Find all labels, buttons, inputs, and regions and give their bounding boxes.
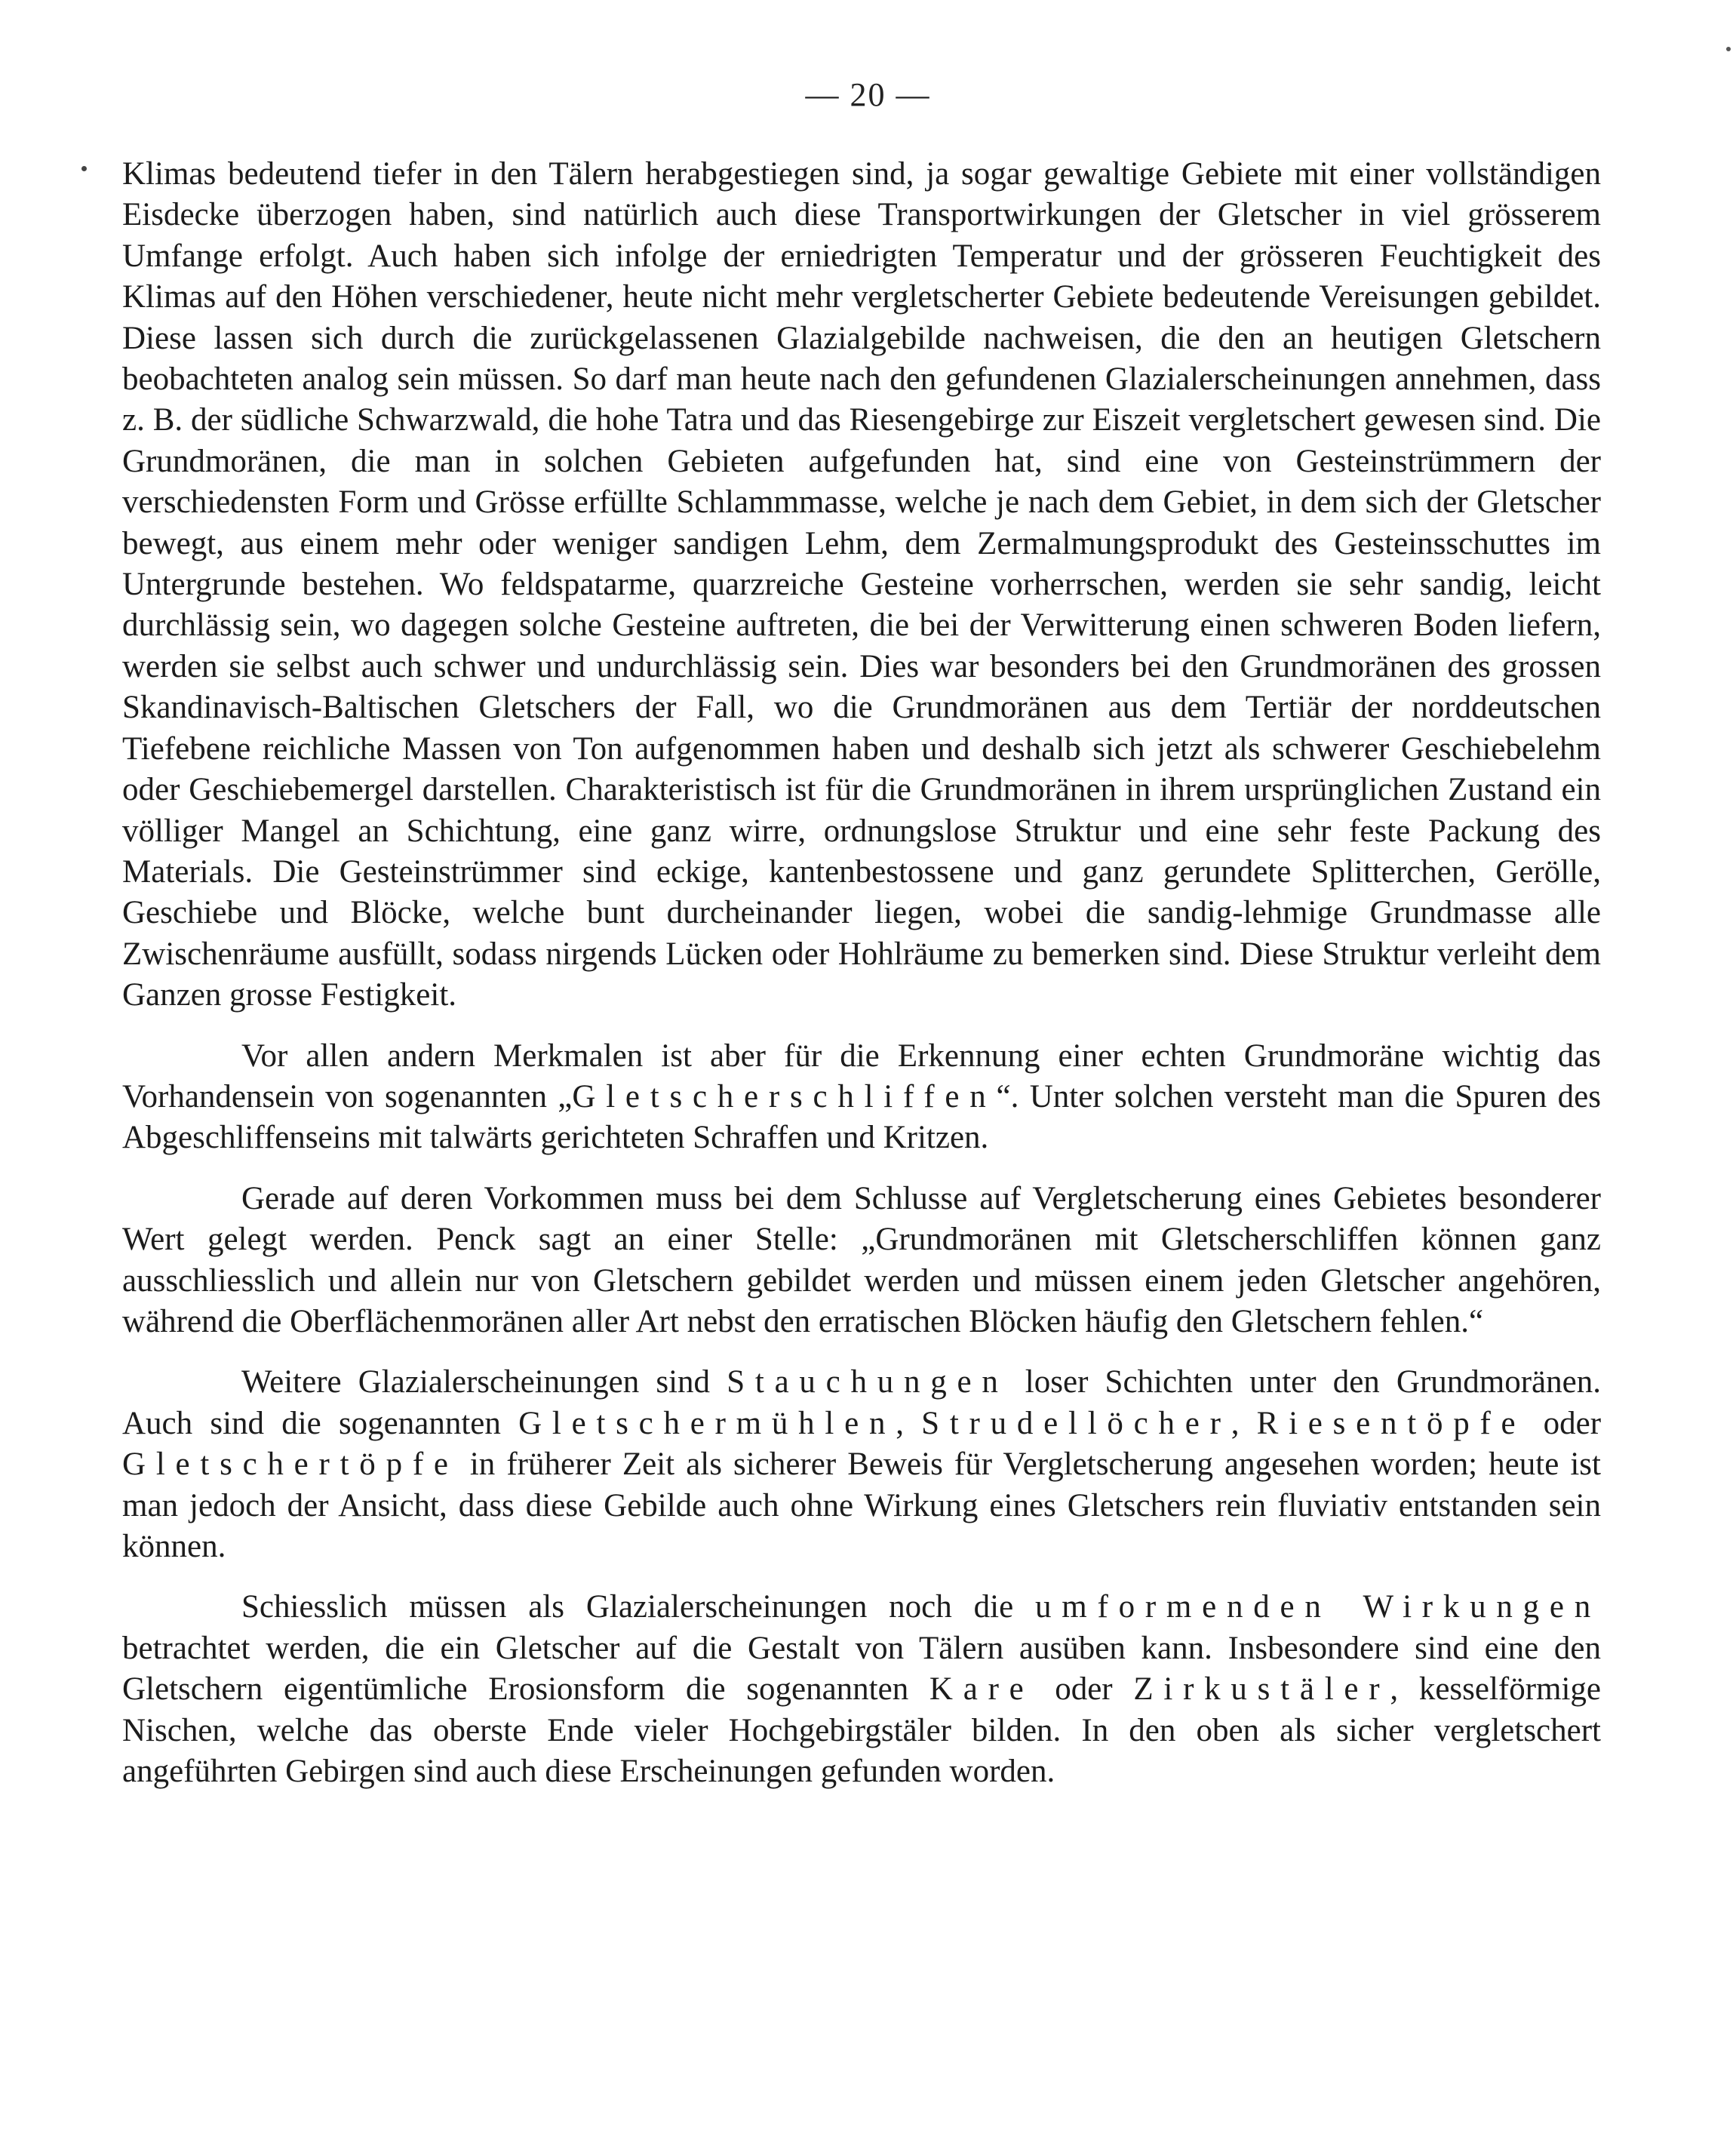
emphasized-term: Gletschertöpfe — [122, 1447, 459, 1483]
emphasized-term: Gletschermühlen — [518, 1405, 896, 1441]
text-run: oder — [1034, 1671, 1134, 1708]
emphasized-term: Riesentöpfe — [1256, 1405, 1526, 1441]
paragraph — [122, 154, 1601, 1016]
emphasized-term: Kare — [929, 1671, 1034, 1708]
margin-dot-mark — [81, 166, 87, 171]
emphasized-term: Zirkustäler — [1133, 1671, 1390, 1708]
emphasized-term: Stauchungen — [727, 1364, 1009, 1400]
text-run: , — [1231, 1405, 1257, 1441]
text-run: “. Unter solchen versteht man die Spuren des Abgeschliffenseins mit talwärts gerichteten Schraffen und Kritzen. — [122, 1078, 1601, 1156]
corner-dot-mark — [1726, 47, 1731, 51]
paragraph — [122, 1179, 1601, 1343]
emphasized-term: Gletscherschliffen — [572, 1078, 997, 1114]
text-run: betrachtet werden, die ein Gletscher auf die Gestalt von Tälern ausüben kann. Insbesondere sind eine den Gletschern eigentümliche Erosionsform die sogenannten — [122, 1630, 1601, 1708]
text-run: in früherer Zeit als sicherer Beweis für Vergletscherung angesehen worden; heute ist man jedoch der Ansicht, dass diese Gebilde auch ohne Wirkung eines Gletschers rein fluviativ entstanden sein können. — [122, 1447, 1601, 1564]
text-run: Vor allen andern Merkmalen ist aber für die Erkennung einer echten Grundmoräne wichtig das Vorhandensein von sogenannten „ — [122, 1038, 1601, 1114]
text-run: Gerade auf deren Vorkommen muss bei dem Schlusse auf Vergletscherung eines Gebietes besonderer Wert gelegt werden. Penck sagt an einer Stelle: „Grundmoränen mit Gletscherschliffen können ganz ausschliesslich und allein nur von Gletschern gebildet werden und müssen einem jeden Gletscher angehören, während die Oberflächenmoränen aller Art nebst den erratischen Blöcken häufig den Gletschern fehlen.“ — [122, 1180, 1601, 1339]
text-run: Klimas bedeutend tiefer in den Tälern herabgestiegen sind, ja sogar gewaltige Gebiete mit einer vollständigen Eisdecke überzogen haben, sind natürlich auch diese Transportwirkungen der Gletscher in viel grösserem Umfange erfolgt. Auch haben sich infolge der erniedrigten Temperatur und der grösseren Feuchtigkeit des Klimas auf den Höhen verschiedener, heute nicht mehr vergletscherter Gebiete bedeutende Vereisungen gebildet. Diese lassen sich durch die zurückgelassenen Glazialgebilde nachweisen, die den an heutigen Gletschern beobachteten analog sein müssen. So darf man heute nach den gefundenen Glazialerscheinungen annehmen, dass z. B. der südliche Schwarzwald, die hohe Tatra und das Riesengebirge zur Eiszeit vergletschert gewesen sind. Die Grundmoränen, die man in solchen Gebieten aufgefunden hat, sind eine von Gesteinstrümmern der verschiedensten Form und Grösse erfüllte Schlammmasse, welche je nach dem Gebiet, in dem sich der Gletscher bewegt, aus einem mehr oder weniger sandigen Lehm, dem Zermalmungsprodukt des Gesteinsschuttes im Untergrunde bestehen. Wo feldspatarme, quarzreiche Gesteine vorherrschen, werden sie sehr sandig, leicht durchlässig sein, wo dagegen solche Gesteine auftreten, die bei der Verwitterung einen schweren Boden liefern, werden sie selbst auch schwer und undurchlässig sein. Dies war besonders bei den Grundmoränen des grossen Skandinavisch-Baltischen Gletschers der Fall, wo die Grundmoränen aus dem Tertiär der norddeutschen Tiefebene reichliche Massen von Ton aufgenommen haben und deshalb sich jetzt als schwerer Geschiebelehm oder Geschiebemergel darstellen. Charakteristisch ist für die Grundmoränen in ihrem ursprünglichen Zustand ein völliger Mangel an Schichtung, eine ganz wirre, ordnungslose Struktur und eine sehr feste Packung des Materials. Die Gesteinstrümmer sind eckige, kantenbestossene und ganz gerundete Splitterchen, Gerölle, Geschiebe und Blöcke, welche bunt durcheinander liegen, wobei die sandig-lehmige Grundmasse alle Zwischenräume ausfüllt, sodass nirgends Lücken oder Hohlräume zu bemerken sind. Diese Struktur verleiht dem Ganzen grosse Festigkeit. — [122, 156, 1601, 1013]
paragraph — [122, 1587, 1601, 1792]
emphasized-term: Strudellöcher — [921, 1405, 1231, 1441]
text-run: , kesselförmige Nischen, welche das oberste Ende vieler Hochgebirgstäler bilden. In den oben als sicher vergletschert angeführten Gebirgen sind auch diese Erscheinungen gefunden worden. — [122, 1671, 1602, 1790]
text-run: loser Schichten unter den Grundmoränen. Auch sind die sogenannten — [122, 1364, 1601, 1441]
text-run: oder — [1526, 1405, 1602, 1441]
emphasized-term: umformenden Wirkungen — [1035, 1589, 1601, 1625]
paragraph — [122, 1036, 1601, 1159]
text-run: Weitere Glazialerscheinungen sind — [241, 1364, 727, 1400]
paragraph — [122, 1362, 1601, 1567]
page-number: — 20 — — [805, 76, 931, 113]
body-text — [122, 154, 1601, 1792]
text-run: Schiesslich müssen als Glazialerscheinungen noch die — [241, 1589, 1036, 1625]
text-run: , — [896, 1405, 922, 1441]
